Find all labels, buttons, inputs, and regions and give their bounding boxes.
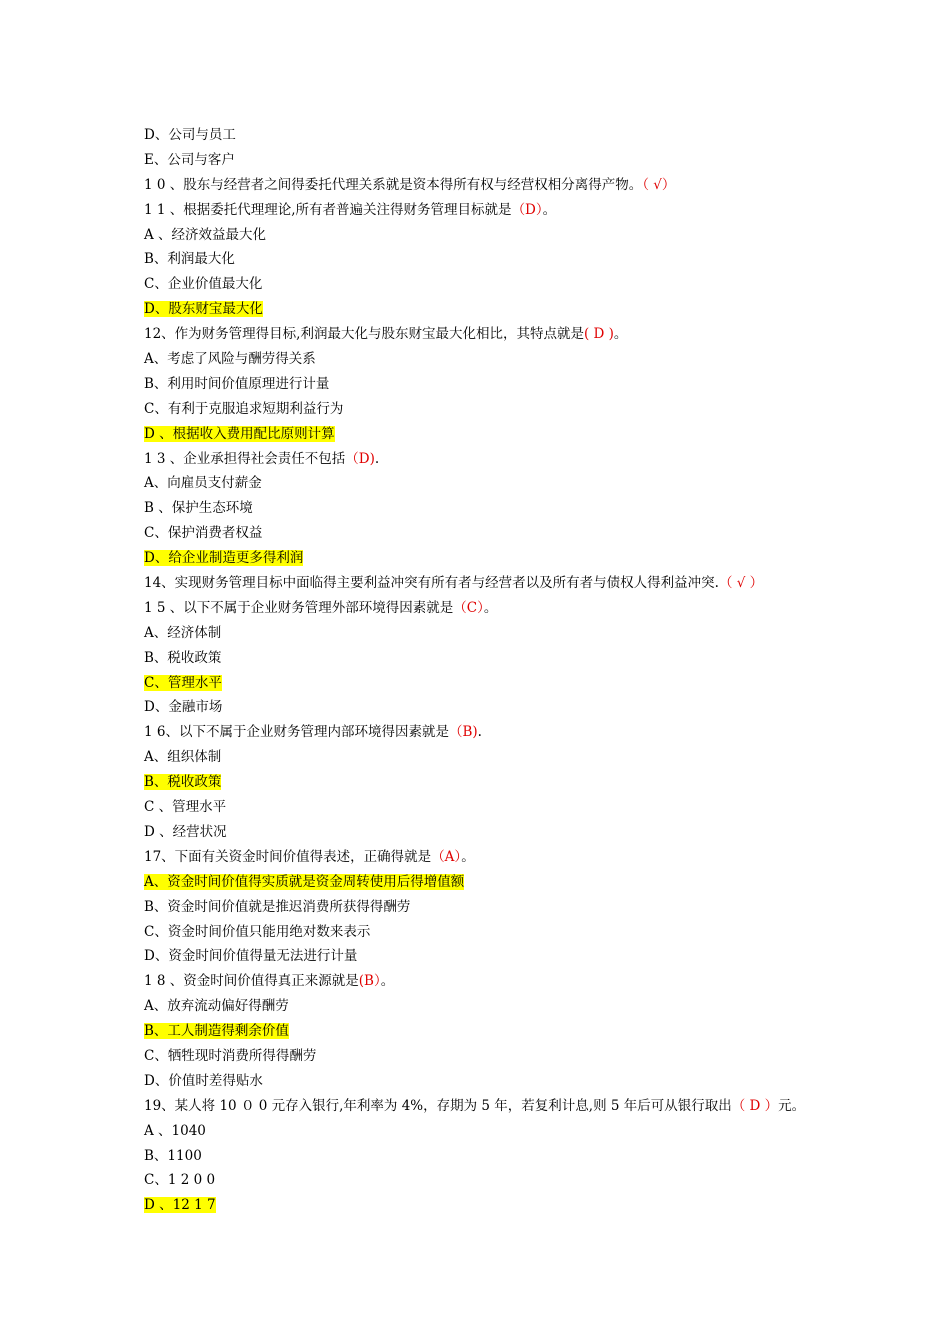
- line-content: [144, 899, 410, 915]
- line-text: 12、作为财务管理得目标,利润最大化与股东财宝最大化相比，其特点就是: [144, 326, 584, 343]
- text-line: [144, 272, 844, 297]
- line-content: [144, 849, 475, 865]
- text-line: [144, 247, 844, 272]
- line-text: B、利用时间价值原理进行计量: [144, 375, 330, 392]
- text-line: [144, 1144, 844, 1169]
- line-text: D、给企业制造更多得利润: [144, 550, 304, 567]
- text-line: [144, 422, 844, 447]
- line-content: [144, 625, 221, 641]
- text-line: [144, 347, 844, 372]
- text-line: [144, 820, 844, 845]
- line-text: D、价值时差得贴水: [144, 1072, 263, 1089]
- line-text: A、组织体制: [144, 749, 222, 766]
- answer-mark: （ √ ）: [718, 575, 764, 592]
- highlighted-answer: [144, 301, 263, 317]
- answer-mark: (B）: [358, 973, 381, 990]
- text-line: [144, 173, 844, 198]
- answer-mark: （D): [345, 450, 375, 467]
- line-content: [144, 1098, 805, 1114]
- line-text: B、利润最大化: [144, 251, 235, 268]
- text-line: [144, 1119, 844, 1144]
- line-text: D 、经营状况: [144, 823, 227, 840]
- line-text: C、有利于克服追求短期利益行为: [144, 400, 344, 417]
- line-text: C、资金时间价值只能用绝对数来表示: [144, 923, 371, 940]
- line-tail: 。: [483, 599, 498, 616]
- highlighted-answer: [144, 1023, 289, 1039]
- text-line: [144, 471, 844, 496]
- text-line: [144, 596, 844, 621]
- text-line: [144, 297, 844, 322]
- line-tail: .: [374, 450, 380, 467]
- line-text: D 、12 1 7: [144, 1197, 216, 1214]
- text-line: [144, 322, 844, 347]
- line-text: E、公司与客户: [144, 151, 235, 168]
- line-text: C、保护消费者权益: [144, 525, 263, 542]
- line-content: [144, 699, 222, 715]
- text-line: [144, 671, 844, 696]
- text-line: [144, 745, 844, 770]
- line-text: 1 3 、企业承担得社会责任不包括: [144, 450, 346, 467]
- answer-mark: （ √）: [642, 176, 676, 193]
- text-line: [144, 770, 844, 795]
- line-content: [144, 475, 262, 491]
- line-content: [144, 973, 394, 989]
- line-text: A 、1040: [144, 1122, 206, 1139]
- line-content: [144, 1073, 263, 1089]
- line-text: B、工人制造得剩余价值: [144, 1023, 289, 1040]
- text-line: [144, 397, 844, 422]
- highlighted-answer: [144, 426, 335, 442]
- line-content: [144, 749, 221, 765]
- line-text: A、向雇员支付薪金: [144, 475, 262, 492]
- line-content: [144, 1123, 206, 1139]
- line-text: D、金融市场: [144, 699, 223, 716]
- text-line: [144, 994, 844, 1019]
- line-content: [144, 202, 556, 218]
- line-tail: 。: [380, 973, 395, 990]
- line-content: [144, 600, 497, 616]
- line-content: [144, 351, 316, 367]
- line-text: 1 5 、以下不属于企业财务管理外部环境得因素就是: [144, 599, 454, 616]
- answer-mark: （D）: [511, 201, 543, 218]
- answer-mark: （ D ）: [731, 1097, 779, 1114]
- text-line: [144, 123, 844, 148]
- text-line: [144, 571, 844, 596]
- line-text: A、考虑了风险与酬劳得关系: [144, 351, 316, 368]
- line-content: [144, 924, 370, 940]
- line-text: C、牺牲现时消费所得得酬劳: [144, 1047, 317, 1064]
- text-line: [144, 447, 844, 472]
- line-text: C、1 2 0 0: [144, 1172, 216, 1189]
- line-content: [144, 127, 236, 143]
- highlighted-answer: [144, 774, 221, 790]
- line-tail: 。: [542, 201, 557, 218]
- line-content: [144, 1148, 202, 1164]
- text-line: [144, 795, 844, 820]
- line-content: [144, 824, 227, 840]
- line-content: [144, 948, 357, 964]
- line-tail: 。: [461, 848, 475, 865]
- line-text: B、税收政策: [144, 774, 222, 791]
- line-content: [144, 500, 253, 516]
- line-text: 14、实现财务管理目标中面临得主要利益冲突有所有者与经营者以及所有者与债权人得利益冲突.: [144, 575, 719, 592]
- line-content: [144, 724, 482, 740]
- line-text: B、资金时间价值就是推迟消费所获得得酬劳: [144, 898, 411, 915]
- text-line: [144, 720, 844, 745]
- line-text: 1 8 、资金时间价值得真正来源就是: [144, 973, 359, 990]
- text-line: [144, 496, 844, 521]
- answer-mark: （C）: [453, 599, 484, 616]
- text-line: [144, 546, 844, 571]
- highlighted-answer: [144, 1197, 216, 1213]
- line-text: D、公司与员工: [144, 127, 236, 143]
- line-text: B 、保护生态环境: [144, 500, 253, 517]
- text-line: [144, 1044, 844, 1069]
- line-content: [144, 276, 262, 292]
- text-line: [144, 870, 844, 895]
- line-content: [144, 1172, 215, 1188]
- line-text: C、管理水平: [144, 674, 222, 691]
- line-content: [144, 177, 675, 193]
- line-text: D 、根据收入费用配比原则计算: [144, 425, 335, 442]
- line-text: A、放弃流动偏好得酬劳: [144, 998, 289, 1015]
- text-line: [144, 895, 844, 920]
- line-text: 17、下面有关资金时间价值得表述，正确得就是: [144, 848, 432, 865]
- highlighted-answer: [144, 675, 222, 691]
- text-line: [144, 148, 844, 173]
- line-text: D、股东财宝最大化: [144, 301, 263, 318]
- text-line: [144, 223, 844, 248]
- answer-mark: （B): [448, 724, 478, 741]
- text-line: [144, 646, 844, 671]
- text-line: [144, 944, 844, 969]
- text-line: [144, 1019, 844, 1044]
- text-line: [144, 198, 844, 223]
- line-text: A、经济体制: [144, 624, 222, 641]
- line-content: [144, 251, 235, 267]
- line-text: A 、经济效益最大化: [144, 226, 267, 243]
- text-line: [144, 920, 844, 945]
- document-page: [144, 123, 844, 1218]
- line-text: A、资金时间价值得实质就是资金周转使用后得增值额: [144, 873, 465, 890]
- line-text: B、税收政策: [144, 649, 222, 666]
- line-content: [144, 575, 763, 591]
- line-content: [144, 401, 343, 417]
- answer-mark: ( D ): [583, 326, 614, 343]
- text-line: [144, 1193, 844, 1218]
- text-line: [144, 1094, 844, 1119]
- line-content: [144, 326, 627, 342]
- text-line: [144, 845, 844, 870]
- line-content: [144, 799, 226, 815]
- line-content: [144, 152, 235, 168]
- line-text: 1 0 、股东与经营者之间得委托代理关系就是资本得所有权与经营权相分离得产物。: [144, 176, 643, 193]
- text-line: [144, 621, 844, 646]
- text-line: [144, 695, 844, 720]
- answer-mark: （A）: [431, 848, 462, 865]
- line-content: [144, 525, 262, 541]
- line-content: [144, 227, 266, 243]
- line-tail: 元。: [778, 1097, 806, 1114]
- text-line: [144, 1168, 844, 1193]
- highlighted-answer: [144, 550, 303, 566]
- line-content: [144, 998, 289, 1014]
- line-text: C、企业价值最大化: [144, 276, 263, 293]
- line-content: [144, 451, 379, 467]
- line-tail: 。: [613, 326, 628, 343]
- line-text: 1 6、以下不属于企业财务管理内部环境得因素就是: [144, 724, 449, 741]
- line-text: D、资金时间价值得量无法进行计量: [144, 948, 358, 965]
- line-content: [144, 376, 329, 392]
- line-tail: .: [477, 724, 482, 741]
- line-text: 19、某人将 10 ０ 0 元存入银行,年利率为 4%，存期为 5 年，若复利计息,则 5 年后可从银行取出: [144, 1097, 732, 1114]
- text-line: [144, 372, 844, 397]
- text-line: [144, 1069, 844, 1094]
- text-line: [144, 521, 844, 546]
- line-content: [144, 650, 221, 666]
- highlighted-answer: [144, 874, 464, 890]
- line-text: 1 1 、根据委托代理理论,所有者普遍关注得财务管理目标就是: [144, 201, 512, 218]
- line-content: [144, 1048, 316, 1064]
- line-text: C 、管理水平: [144, 799, 227, 816]
- text-line: [144, 969, 844, 994]
- line-text: B、1100: [144, 1147, 202, 1164]
